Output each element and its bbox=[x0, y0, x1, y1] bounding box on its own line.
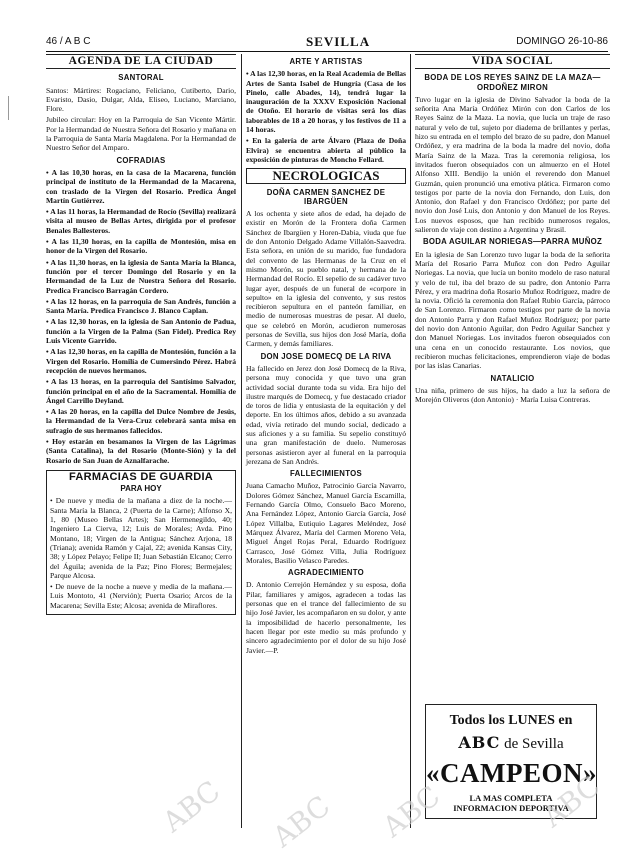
ad-line: Todos los LUNES en bbox=[449, 713, 573, 728]
watermark: ABC bbox=[536, 769, 607, 834]
arte-item: • En la galería de arte Álvaro (Plaza de Doña Elvira) se encuentra abierta al público la exposición de pinturas de Moncho Fellard. bbox=[246, 136, 406, 164]
column-divider bbox=[410, 54, 411, 828]
farmacias-text-night: • De nueve de la noche a nueve y media de la mañana.—Luis Montoto, 41 (Nervión); Puerta Osario; Arcos de la Macarena; Sevilla Este; Alcosa; avenida de Miraflores. bbox=[50, 582, 232, 610]
vida-social-column bbox=[415, 54, 610, 406]
necrologicas-banner: NECROLOGICAS bbox=[246, 168, 406, 183]
vida-social-banner: VIDA SOCIAL bbox=[415, 54, 610, 69]
watermark: ABC bbox=[376, 779, 447, 844]
obituary-text: A los ochenta y siete años de edad, ha dejado de existir en Morón de la Frontera doña Carmen Sánchez de Ibargüen y Horen-Dabia, viuda que fue de don Antonio Delgado Adame Villalón-Saavedra. Esta señora, en unión de su marido, fue fundadora del convento de las Hermanas de la Cruz en el mismo Morón, su pueblo natal, y hermana de la Hermandad del Rocío. El sepelio de su cadáver tuvo lugar ayer, después de un funeral de «corpore in sepulto» en la iglesia del convento, y sus restos recibieron sepultura en el panteón familiar, en medio de numerosas muestras de pesar. Al duelo, que se celebró en Morón, acudieron numerosas personas de Sevilla, sus hijos don José María, doña Carmen, y demás familiares. bbox=[246, 209, 406, 349]
wedding-heading: BODA AGUILAR NORIEGAS—PARRA MUÑOZ bbox=[422, 237, 603, 247]
cofradias-item: • A las 12,30 horas, en la iglesia de San Antonio de Padua, función a la Virgen de la Palma (San Fidel). Predica Rey Luis Vicente Garrido. bbox=[46, 317, 236, 346]
obituary-heading: DON JOSE DOMECQ DE LA RIVA bbox=[260, 351, 392, 361]
cofradias-item: • A las 11,30 horas, en la iglesia de Santa María la Blanca, función por el tercer Domingo del Rosario y en la Hermandad de la Luz de Nuestra Señora del Rosario. Predica Francisco Barragán Cordero. bbox=[46, 257, 236, 295]
farmacias-subtitle: PARA HOY bbox=[120, 484, 162, 494]
cofradias-item: • A las 11,30 horas, en la capilla de Montesión, misa en honor de la Virgen del Rosario. bbox=[46, 237, 236, 256]
farmacias-box bbox=[46, 470, 236, 615]
page-number: 46 / A B C bbox=[46, 36, 91, 47]
agradecimiento-text: D. Antonio Cerrejón Hernández y su esposa, doña Pilar, familiares y amigos, agradecen a todas las personas que en el trance del fallecimiento de su hijo José Javier, les acompañaron en su dolor, y ante la imposibilidad de hacerlo personalmente, les hacen llegar por este medio su más profundo y sincero agradecimiento por el dolor de su hijo José Javier.—P. bbox=[246, 580, 406, 655]
cofradias-item: • A las 11 horas, la Hermandad de Rocío (Sevilla) realizará visita al museo de Bellas Artes, dirigida por el profesor Benales Ballesteros. bbox=[46, 207, 236, 235]
arte-necrologicas-column bbox=[246, 54, 406, 657]
obituary-heading: DOÑA CARMEN SANCHEZ DE IBARGÜEN bbox=[266, 187, 386, 206]
section-title: SEVILLA bbox=[306, 34, 371, 49]
cofradias-item: • Hoy estarán en besamanos la Virgen de las Lágrimas (Santa Catalina), la del Rosario (Monte-Sión) y la del Rosario de San Juan de Aznalfarache. bbox=[46, 436, 236, 465]
ad-tagline: LA MAS COMPLETA INFORMACION DEPORTIVA bbox=[453, 793, 569, 813]
fallecimientos-text: Juana Camacho Muñoz, Patrocinio García Navarro, Dolores Gómez Sánchez, Manuel García Escamilla, Fernando García Olmo, Consuelo Baco Moreno, Ana Fernández López, Antonio García García, José López Villalba, Eutiquio Lagares Meléndez, José Márquez Álvarez, María del Carmen Moreno Vela, Miguel Ángel Rojas Peral, Eduardo Rodríguez Carrasco, José Gómez Villa, Julia Rodríguez Morales, Basilio Velasco Paredes. bbox=[246, 481, 406, 565]
margin-mark bbox=[8, 96, 18, 120]
fallecimientos-heading: FALLECIMIENTOS bbox=[289, 469, 363, 479]
issue-date: DOMINGO 26-10-86 bbox=[516, 36, 608, 47]
wedding-text: Tuvo lugar en la iglesia de Divino Salvador la boda de la señorita Ana María Ordóñez Mirón con don Carlos de los Reyes Sainz de la Maza. La novia, que lucía un traje de raso natural y velo de tul, sujeto por diadema de brillantes y perlas, hizo su entrada en el templo del brazo de su padre, don Manuel Ordóñez, y era madrina de la boda la madre del novio, doña María Sainz de la Maza. Tras la ceremonia religiosa, los invitados fueron obsequiados con un almuerzo en el Hotel Alfonso XIII. Bendijo la unión el reverendo don Manuel Guzmán, quien pronunció una emotiva plática. Firmaron como testigos por parte de la novia don Fernando, don Luis, don Antonio, don Rafael y don Francisco Ordóñez; por parte del novio don José Luis, don Antonio y don Manuel de los Reyes. Los nuevos esposos, que han recibido numerosos regalos, salieron de viaje con destino a Argentina y Brasil. bbox=[415, 94, 610, 235]
cofradias-item: • A las 13 horas, en la parroquia del Santísimo Salvador, función principal en el año de la Sacramental. Homilía de Ángel Carrillo Deyland. bbox=[46, 377, 236, 405]
agradecimiento-heading: AGRADECIMIENTO bbox=[288, 568, 364, 578]
wedding-heading: BODA DE LOS REYES SAINZ DE LA MAZA—ORDOÑEZ MIRON bbox=[424, 73, 601, 92]
ad-city: de Sevilla bbox=[504, 736, 564, 752]
agenda-banner: AGENDA DE LA CIUDAD bbox=[46, 54, 236, 69]
ad-line bbox=[426, 733, 596, 753]
ad-headline: «CAMPEON» bbox=[426, 758, 597, 788]
arte-heading: ARTE Y ARTISTAS bbox=[289, 57, 363, 66]
santoral-heading: SANTORAL bbox=[118, 73, 164, 83]
wedding-text: En la iglesia de San Lorenzo tuvo lugar la boda de la señorita María del Rosario Parra Muñoz con don Pedro Aguilar Noriegas. La novia, que lucía un bonito modelo de raso natural y velo de tul, iba del brazo de su padre, don Antonio Parra Pérez, y era madrina doña Rosario Muñoz Rodríguez, madre de la novia. Ofició la ceremonia don Rafael Rubio García, párroco de San Lorenzo. Firmaron como testigos por parte de la novia don Antonio Parra y don Rafael Muñoz Rodríguez; por parte del novio don Antonio Aguilar, don Pedro Aguilar Sanchez y don Manuel Noriegas. Los invitados fueron obsequiados con una cena en un conocido restaurante. Los novios, que recibieron muchas felicitaciones, emprendieron viaje de bodas por las islas Canarias. bbox=[415, 249, 610, 371]
jubileo-text: Jubileo circular: Hoy en la Parroquia de San Vicente Mártir. Por la Hermandad de Nuestra Señora del Rosario y mañana en la Parroquia de Santa María Magdalena. Por la Hermandad de Nuestro Señor del Amparo. bbox=[46, 115, 236, 153]
cofradias-item: • A las 20 horas, en la capilla del Dulce Nombre de Jesús, la Hermandad de la Vera-Cruz celebrará santa misa en sufragio de sus hermanos fallecidos. bbox=[46, 407, 236, 435]
santoral-text: Santos: Mártires: Rogaciano, Feliciano, Cutiberto, Dario, Evaristo, Dasio, Dulgar, Alda, Eliseo, Luciano, Marciano, Flore. bbox=[46, 85, 236, 114]
cofradias-item: • A las 10,30 horas, en la casa de la Macarena, función principal de instituto de la Hermandad de la Macarena, con traslado de la Virgen del Rosario. Predica Ángel Martín Gutiérrez. bbox=[46, 167, 236, 205]
cofradias-heading: COFRADIAS bbox=[116, 155, 166, 165]
watermark: ABC bbox=[156, 774, 227, 839]
arte-item: • A las 12,30 horas, en la Real Academia de Bellas Artes de Santa Isabel de Hungría (Casa de los Pinelo, calle Abades, 14), tendrá lugar la inauguración de la XXXV Exposición Nacional de Otoño. El horario de visitas será los días laborables de 18 a 20 horas, y los festivos de 11 a 14 horas. bbox=[246, 69, 406, 135]
obituary-text: Ha fallecido en Jerez don José Domecq de la Riva, persona muy conocida y que tuvo una gran actividad social durante toda su vida. Era hijo del ilustre marqués de Domecq, y fue destacado criador de toros de lidia y entusiasta de la equitación y del deporte. En los últimos años, debido a su avanzada edad, vivía retirado del mundo social, dedicado a sus aficiones y a su familia. Su sepelio constituyó una gran manifestación de duelo. Numerosas personas asistieron ayer al funeral en la parroquia jerezana de San Andrés. bbox=[246, 363, 406, 466]
natalicio-text: Una niña, primero de sus hijos, ha dado a luz la señora de Morejón Oliveros (don Antonio) · María Luisa Contreras. bbox=[415, 385, 610, 405]
natalicio-heading: NATALICIO bbox=[490, 373, 535, 383]
abc-logo: ABC bbox=[458, 733, 501, 752]
watermark: ABC bbox=[266, 789, 337, 854]
page-header bbox=[46, 36, 608, 50]
column-divider bbox=[241, 54, 242, 828]
farmacias-text: • De nueve y media de la mañana a diez de la noche.—Santa María la Blanca, 2 (Puerta de la Carne); Alfonso X, 1, 80 (Museo Bellas Artes); San Hermenegildo, 40; Ingeniero La Cierva, 12; Luis de Morales; Avda. Pino Montano, 18; Virgen de la Antigua; Sánchez Arjona, 18 (Triana); avenida Ramón y Cajal, 22; avenida Kansas City, 38; y López Pelayo; Felipe II; Juan Sebastián Elcano; Cerro del Águila; avenida de la Paz; Pino Flores; Bermejales; Parque Alcosa. bbox=[50, 496, 232, 580]
cofradias-item: • A las 12,30 horas, en la capilla de Montesión, función a la Virgen del Rosario. Homilía de Cumersindo Pérez. Habrá recepción de nuevos hermanos. bbox=[46, 347, 236, 375]
agenda-column bbox=[46, 54, 236, 615]
header-rule bbox=[46, 51, 608, 52]
farmacias-title: FARMACIAS DE GUARDIA bbox=[68, 470, 214, 483]
cofradias-item: • A las 12 horas, en la parroquia de San Andrés, función a Santa María. Predica Francisco J. Blanco Caplan. bbox=[46, 296, 236, 316]
